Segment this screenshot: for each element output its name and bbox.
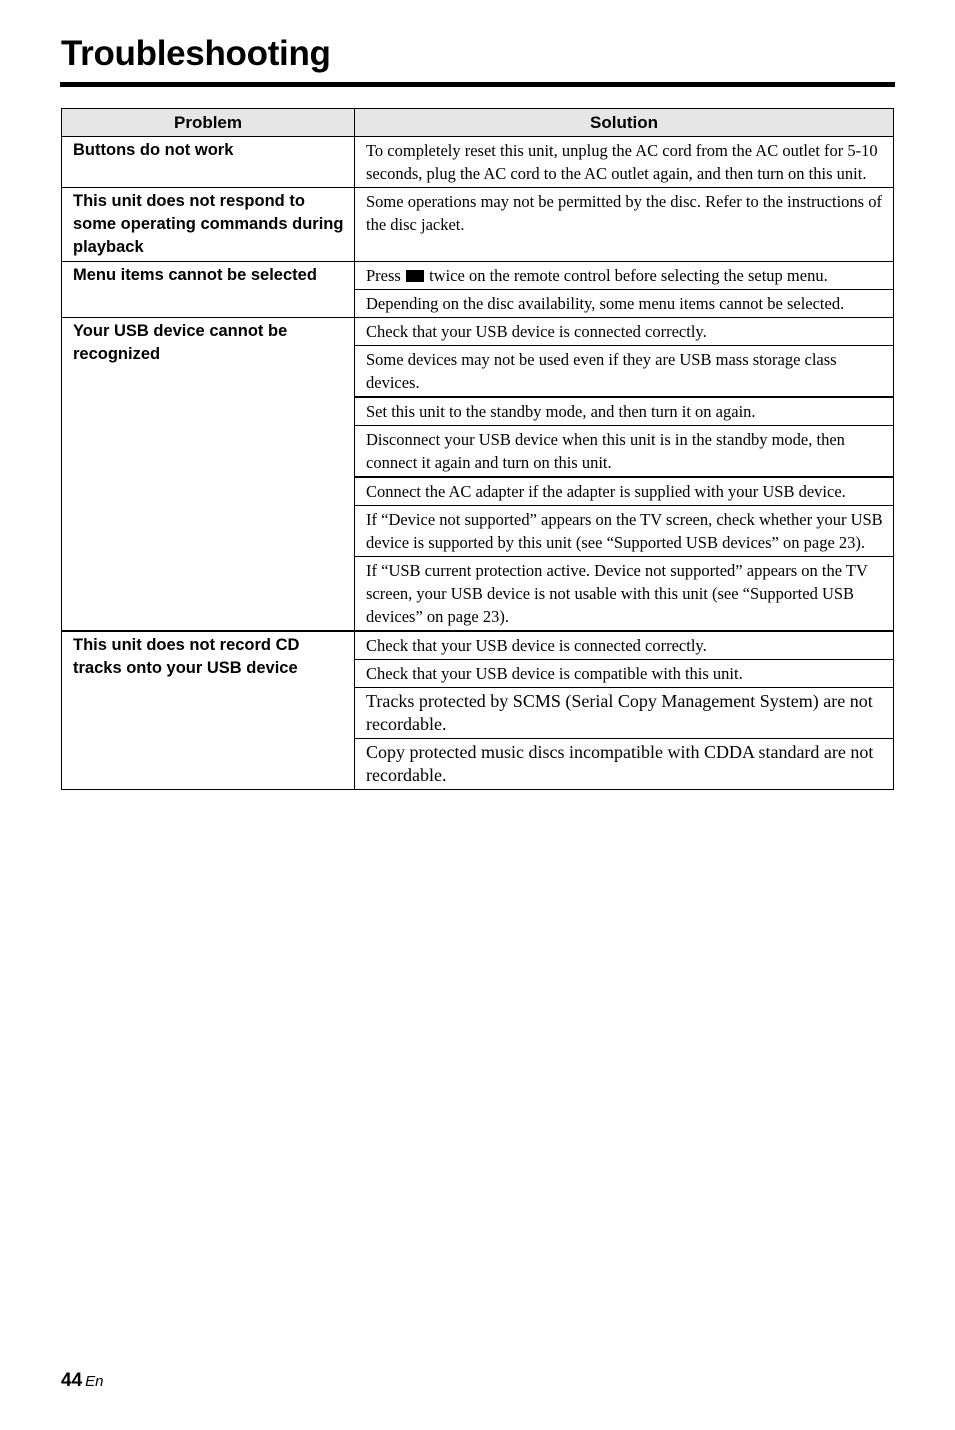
problem-cell: Your USB device cannot be recognized — [62, 318, 355, 632]
troubleshooting-table — [61, 108, 894, 790]
solution-cell: Check that your USB device is connected correctly. — [355, 318, 894, 346]
language-code: En — [85, 1373, 104, 1390]
table-row — [62, 188, 894, 262]
table-row — [62, 318, 894, 346]
page-footer — [61, 1370, 104, 1392]
solution-cell: Connect the AC adapter if the adapter is supplied with your USB device. — [355, 477, 894, 506]
table-row — [62, 631, 894, 660]
table-row — [62, 262, 894, 290]
header-solution: Solution — [355, 109, 894, 137]
problem-cell: This unit does not respond to some operating commands during playback — [62, 188, 355, 262]
problem-cell: Buttons do not work — [62, 137, 355, 188]
solution-cell: If “USB current protection active. Device not supported” appears on the TV screen, your USB device is not usable with this unit (see “Supported USB devices” on page 23). — [355, 557, 894, 632]
solution-cell: If “Device not supported” appears on the TV screen, check whether your USB device is supported by this unit (see “Supported USB devices” on page 23). — [355, 506, 894, 557]
solution-cell: Set this unit to the standby mode, and then turn it on again. — [355, 397, 894, 426]
solution-cell: Some devices may not be used even if they are USB mass storage class devices. — [355, 346, 894, 398]
solution-cell — [355, 262, 894, 290]
solution-cell: Depending on the disc availability, some menu items cannot be selected. — [355, 290, 894, 318]
problem-cell: This unit does not record CD tracks onto your USB device — [62, 631, 355, 790]
solution-cell: Check that your USB device is compatible with this unit. — [355, 660, 894, 688]
table-row — [62, 137, 894, 188]
solution-text-after: twice on the remote control before selecting the setup menu. — [429, 266, 828, 285]
page-title: Troubleshooting — [61, 34, 331, 73]
stop-icon — [406, 270, 424, 282]
page-number: 44 — [61, 1370, 83, 1391]
problem-cell: Menu items cannot be selected — [62, 262, 355, 318]
solution-cell: Tracks protected by SCMS (Serial Copy Management System) are not recordable. — [355, 688, 894, 739]
solution-cell: Some operations may not be permitted by the disc. Refer to the instructions of the disc jacket. — [355, 188, 894, 262]
solution-cell: Disconnect your USB device when this unit is in the standby mode, then connect it again and turn on this unit. — [355, 426, 894, 478]
solution-cell: To completely reset this unit, unplug the AC cord from the AC outlet for 5-10 seconds, plug the AC cord to the AC outlet again, and then turn on this unit. — [355, 137, 894, 188]
solution-cell: Check that your USB device is connected correctly. — [355, 631, 894, 660]
title-rule — [60, 82, 895, 87]
solution-cell: Copy protected music discs incompatible with CDDA standard are not recordable. — [355, 739, 894, 790]
solution-text-before: Press — [366, 266, 401, 285]
header-problem: Problem — [62, 109, 355, 137]
table-header-row — [62, 109, 894, 137]
